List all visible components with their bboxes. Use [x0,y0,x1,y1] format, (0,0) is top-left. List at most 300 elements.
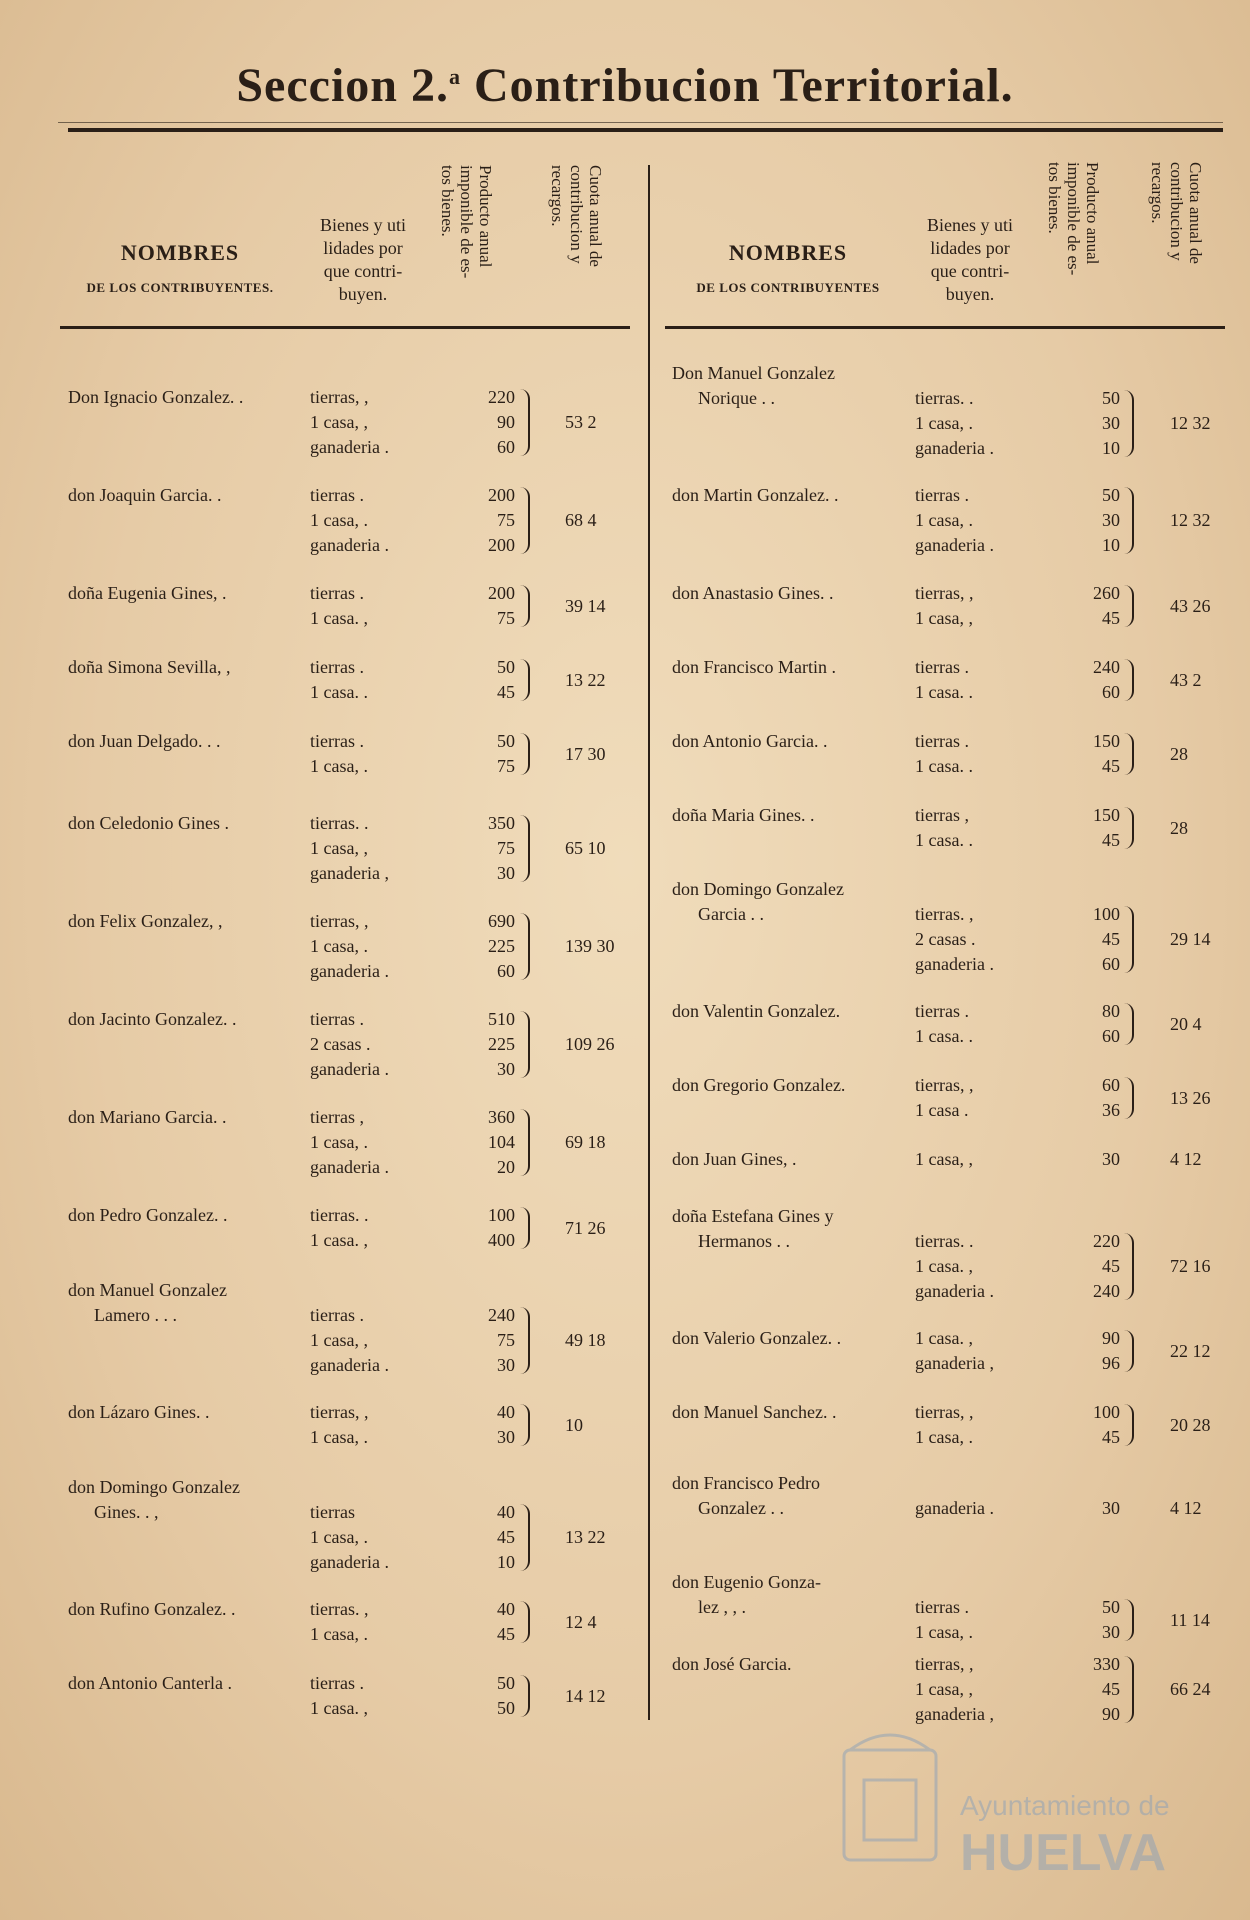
property-item: 1 casa. . [915,682,973,702]
brace [518,733,530,775]
cuota-value: 20 28 [1170,1414,1211,1435]
contributor-name-line: don Celedonio Gines . [68,813,229,833]
product-value: 100 [1093,904,1120,924]
property-item: 1 casa, . [310,1527,368,1547]
product-value: 45 [1102,1427,1120,1447]
cuota-value: 71 26 [565,1217,606,1238]
header-nombres-left: NOMBRES DE LOS CONTRIBUYENTES. [86,240,274,295]
property-item: 1 casa . [915,1100,969,1120]
contributor-name-line: don Felix Gonzalez, , [68,911,223,931]
property-item: 1 casa, , [915,1679,973,1699]
property-list [915,1400,1015,1450]
property-list [915,1326,1015,1376]
contributor-name-line: Hermanos . . [698,1231,790,1251]
product-values [1060,1652,1120,1727]
product-value: 50 [497,731,515,751]
contributor-name-line: don Manuel Gonzalez [68,1280,227,1300]
product-value: 30 [1102,1622,1120,1642]
brace [1122,1404,1134,1446]
brace [518,659,530,701]
property-item: 1 casa. , [915,1256,973,1276]
property-item: 1 casa, . [310,936,368,956]
contributor-name-line: doña Simona Sevilla, , [68,657,231,677]
product-value: 240 [1093,657,1120,677]
product-value: 45 [1102,608,1120,628]
cuota-value: 28 [1170,743,1188,764]
property-item: 1 casa, . [915,1622,973,1642]
product-values [1060,581,1120,631]
product-values [1060,655,1120,705]
product-value: 45 [497,682,515,702]
product-value: 200 [488,485,515,505]
property-list [915,1147,1015,1172]
cuota-value: 43 26 [1170,595,1211,616]
contributor-name [68,483,308,508]
property-item: ganaderia . [915,1281,994,1301]
brace [1122,487,1134,554]
brace [1122,390,1134,457]
contributor-name-line: Gonzalez . . [698,1498,784,1518]
cuota-value: 22 12 [1170,1340,1211,1361]
brace [1122,807,1134,849]
cuota-value: 17 30 [565,743,606,764]
product-values [455,1203,515,1253]
product-value: 75 [497,510,515,530]
contributor-name-line: don Pedro Gonzalez. . [68,1205,228,1225]
contributor-name-line: Garcia . . [698,904,764,924]
title-rule-thick [68,128,1223,132]
product-value: 350 [488,813,515,833]
cuota-value: 20 4 [1170,1013,1202,1034]
contributor-name [68,385,308,410]
brace [518,1109,530,1176]
property-list [915,1652,1015,1727]
property-list [310,1203,410,1253]
product-values [1060,902,1120,977]
product-values [455,581,515,631]
product-values [1060,1326,1120,1376]
property-item: tierras , [310,1107,364,1127]
header-producto-right: Producto anual imponible de es- tos bienes. [1045,162,1102,276]
property-item: 1 casa, . [915,1427,973,1447]
property-item: ganaderia . [915,535,994,555]
property-item: tierras. , [310,1599,369,1619]
property-item: ganaderia , [310,863,389,883]
product-value: 400 [488,1230,515,1250]
cuota-value: 12 32 [1170,510,1211,530]
contributor-name-line: don Domingo Gonzalez [672,879,844,899]
product-values [1060,1147,1120,1172]
brace [518,1601,530,1643]
product-values [455,385,515,460]
property-item: 1 casa. . [310,682,368,702]
brace [518,585,530,627]
contributor-name [672,1326,912,1351]
product-value: 30 [497,863,515,883]
property-item: ganaderia . [310,535,389,555]
property-list [310,1597,410,1647]
cuota-value: 12 32 [1170,413,1211,433]
product-value: 30 [1102,413,1120,433]
cuota-value: 12 4 [565,1611,597,1632]
contributor-name [68,1475,308,1525]
contributor-name-line: don Valerio Gonzalez. . [672,1328,842,1348]
property-item: 2 casas . [310,1034,371,1054]
property-item: tierras. . [310,1205,369,1225]
product-value: 104 [488,1132,515,1152]
header-nombres-right: NOMBRES DE LOS CONTRIBUYENTES [696,240,880,295]
property-item: tierras, , [915,1402,974,1422]
property-item: 1 casa. , [310,608,368,628]
brace [1122,1599,1134,1641]
page-title: Seccion 2.$^a$ Contribucion Territorial. [236,59,1014,112]
contributor-name-line: don Antonio Garcia. . [672,731,828,751]
property-list [310,811,410,886]
property-item: tierras . [310,1305,364,1325]
contributor-name-line: don Juan Delgado. . . [68,731,221,751]
brace [1122,1003,1134,1045]
product-value: 10 [1102,535,1120,555]
property-list [915,999,1015,1049]
property-item: tierras, , [915,583,974,603]
contributor-name-line: don Joaquin Garcia. . [68,485,222,505]
brace [518,1504,530,1571]
product-value: 30 [1102,1149,1120,1169]
property-item: tierras . [310,1009,364,1029]
brace [1122,733,1134,775]
brace [518,913,530,980]
product-value: 30 [497,1059,515,1079]
cuota-value: 68 4 [565,510,597,530]
product-values [455,655,515,705]
product-value: 10 [1102,438,1120,458]
product-value: 150 [1093,731,1120,751]
contributor-name [672,803,912,828]
product-values [1060,1400,1120,1450]
brace [518,1207,530,1249]
contributor-name-line: Don Ignacio Gonzalez. . [68,387,244,407]
cuota-value: 53 2 [565,412,597,432]
property-list [915,902,1015,977]
product-values [1060,999,1120,1049]
contributor-name-line: don José Garcia. [672,1654,792,1674]
cuota-value: 39 14 [565,595,606,616]
contributor-name-line: don Domingo Gonzalez [68,1477,240,1497]
property-item: ganaderia , [915,1704,994,1724]
ayuntamiento-huelva-watermark [830,1720,1190,1910]
property-item: 1 casa, . [310,1132,368,1152]
product-value: 200 [488,535,515,555]
product-values [1060,803,1120,853]
contributor-name-line: don Jacinto Gonzalez. . [68,1009,237,1029]
product-value: 60 [1102,1075,1120,1095]
property-list [915,1073,1015,1123]
product-value: 30 [1102,1498,1120,1518]
product-value: 50 [1102,1597,1120,1617]
property-item: ganaderia . [310,1552,389,1572]
product-value: 150 [1093,805,1120,825]
product-value: 60 [1102,1026,1120,1046]
contributor-name [672,361,912,411]
property-list [310,483,410,558]
header-producto-left: Producto anual imponible de es- tos bienes. [438,165,495,279]
product-value: 100 [1093,1402,1120,1422]
product-value: 80 [1102,1001,1120,1021]
product-value: 60 [497,437,515,457]
cuota-value: 10 [565,1414,583,1435]
brace [518,389,530,456]
contributor-name-line: don Gregorio Gonzalez. [672,1075,846,1095]
product-value: 50 [1102,485,1120,505]
product-value: 60 [1102,954,1120,974]
product-value: 50 [497,657,515,677]
contributor-name [672,581,912,606]
brace [1122,1077,1134,1119]
contributor-name-line: don Rufino Gonzalez. . [68,1599,236,1619]
contributor-name [672,655,912,680]
product-value: 36 [1102,1100,1120,1120]
product-value: 510 [488,1009,515,1029]
property-item: ganaderia . [915,954,994,974]
property-item: tierras . [310,731,364,751]
contributor-name [68,1278,308,1328]
contributor-name [68,1597,308,1622]
product-value: 75 [497,756,515,776]
contributor-name [68,1007,308,1032]
brace [1122,906,1134,973]
product-value: 90 [1102,1704,1120,1724]
contributor-name-line: Lamero . . . [94,1305,177,1325]
product-values [1060,483,1120,558]
cuota-value: 109 26 [565,1034,615,1054]
property-list [915,655,1015,705]
property-list [915,803,1015,853]
product-values [1060,1073,1120,1123]
product-value: 45 [497,1527,515,1547]
contributor-name [672,1570,912,1620]
product-values [1060,729,1120,779]
cuota-value: 11 14 [1170,1609,1210,1630]
property-item: tierras . [310,583,364,603]
property-list [310,581,410,631]
contributor-name-line: don Antonio Canterla . [68,1673,232,1693]
property-item: tierras . [310,1673,364,1693]
property-list [310,385,410,460]
cuota-value: 29 14 [1170,929,1211,949]
contributor-name [672,1471,912,1521]
property-item: 1 casa, , [310,412,368,432]
product-values [455,1400,515,1450]
contributor-name-line: Norique . . [698,388,775,408]
contributor-name-line: doña Maria Gines. . [672,805,815,825]
contributor-name-line: Don Manuel Gonzalez [672,363,835,383]
product-values [455,1007,515,1082]
property-item: 2 casas . [915,929,976,949]
property-item: 1 casa. . [915,830,973,850]
product-values [455,1105,515,1180]
property-item: 1 casa, . [310,510,368,530]
product-values [455,811,515,886]
contributor-name [672,1400,912,1425]
contributor-name [68,811,308,836]
brace [518,1675,530,1717]
property-item: tierras . [915,1001,969,1021]
contributor-name-line: don Francisco Martin . [672,657,836,677]
property-list [915,1496,1015,1521]
brace [518,487,530,554]
product-value: 200 [488,583,515,603]
property-item: tierras [310,1502,355,1522]
title-rule-thin [58,122,1223,123]
product-values [455,1597,515,1647]
brace [1122,1656,1134,1723]
contributor-name-line: don Lázaro Gines. . [68,1402,210,1422]
cuota-value: 13 22 [565,669,606,690]
contributor-name-line: doña Estefana Gines y [672,1206,834,1226]
contributor-name-line: don Eugenio Gonza- [672,1572,821,1592]
property-item: 1 casa, , [915,1149,973,1169]
contributor-name [672,1652,912,1677]
product-value: 75 [497,608,515,628]
product-value: 50 [497,1698,515,1718]
product-values [455,483,515,558]
product-values [455,1303,515,1378]
contributor-name-line: don Anastasio Gines. . [672,583,834,603]
header-rule-left [60,326,630,329]
contributor-name-line: lez , , . [698,1597,746,1617]
property-item: ganaderia . [310,1157,389,1177]
product-values [455,1500,515,1575]
property-item: tierras. . [915,388,974,408]
contributor-name-line: Gines. . , [94,1502,159,1522]
cuota-value: 65 10 [565,838,606,858]
product-value: 30 [1102,510,1120,530]
property-item: tierras. . [310,813,369,833]
contributor-name [672,999,912,1024]
product-value: 20 [497,1157,515,1177]
property-item: 1 casa, . [310,756,368,776]
property-list [310,655,410,705]
property-item: tierras . [915,657,969,677]
product-value: 45 [1102,830,1120,850]
contributor-name [672,729,912,754]
property-list [310,1105,410,1180]
contributor-name [68,1105,308,1130]
property-item: ganaderia . [310,1059,389,1079]
product-values [455,1671,515,1721]
cuota-value: 66 24 [1170,1679,1211,1699]
brace [1122,1330,1134,1372]
property-item: tierras, , [310,387,369,407]
property-item: tierras, , [915,1654,974,1674]
product-value: 220 [488,387,515,407]
property-list [310,1007,410,1082]
product-value: 45 [1102,1679,1120,1699]
property-item: tierras. . [915,1231,974,1251]
product-values [1060,1496,1120,1521]
property-item: tierras . [310,657,364,677]
product-value: 60 [1102,682,1120,702]
cuota-value: 4 12 [1170,1149,1202,1169]
product-value: 50 [497,1673,515,1693]
brace [1122,659,1134,701]
property-list [310,1400,410,1450]
property-list [915,581,1015,631]
product-value: 10 [497,1552,515,1572]
header-bienes-left: Bienes y uti lidades por que contri- buyen. [320,215,406,304]
brace [518,815,530,882]
product-values [1060,1595,1120,1645]
product-values [455,909,515,984]
svg-text:Ayuntamiento de: Ayuntamiento de [960,1790,1170,1821]
property-item: 1 casa. . [915,1026,973,1046]
product-values [455,729,515,779]
property-list [915,1229,1015,1304]
brace [518,1011,530,1078]
product-value: 45 [1102,756,1120,776]
product-value: 40 [497,1402,515,1422]
contributor-name [68,909,308,934]
product-value: 90 [1102,1328,1120,1348]
cuota-value: 49 18 [565,1330,606,1350]
column-divider [648,165,650,1720]
product-values [1060,386,1120,461]
product-value: 240 [1093,1281,1120,1301]
product-value: 30 [497,1427,515,1447]
property-item: tierras , [915,805,969,825]
property-item: ganaderia . [310,437,389,457]
product-value: 225 [488,1034,515,1054]
property-item: ganaderia . [915,438,994,458]
property-item: 1 casa, . [310,1624,368,1644]
header-rule-right [665,326,1225,329]
contributor-name-line: don Francisco Pedro [672,1473,820,1493]
product-value: 60 [497,961,515,981]
cuota-value: 13 26 [1170,1087,1211,1108]
property-item: 1 casa, . [915,510,973,530]
cuota-value: 139 30 [565,936,615,956]
contributor-name [672,1073,912,1098]
property-list [310,909,410,984]
contributor-name [68,729,308,754]
product-value: 96 [1102,1353,1120,1373]
product-value: 90 [497,412,515,432]
contributor-name-line: doña Eugenia Gines, . [68,583,227,603]
property-item: tierras, , [915,1075,974,1095]
property-list [310,729,410,779]
contributor-name-line: don Valentin Gonzalez. [672,1001,841,1021]
product-value: 40 [497,1599,515,1619]
brace [1122,1233,1134,1300]
product-value: 360 [488,1107,515,1127]
product-value: 225 [488,936,515,956]
property-item: ganaderia , [915,1353,994,1373]
cuota-value: 69 18 [565,1132,606,1152]
property-item: tierras . [915,1597,969,1617]
contributor-name [68,1203,308,1228]
product-value: 330 [1093,1654,1120,1674]
cuota-value: 72 16 [1170,1256,1211,1276]
property-list [310,1671,410,1721]
cuota-value: 43 2 [1170,669,1202,690]
property-item: ganaderia . [915,1498,994,1518]
cuota-value: 4 12 [1170,1498,1202,1518]
product-values [1060,1229,1120,1304]
product-value: 40 [497,1502,515,1522]
contributor-name-line: don Manuel Sanchez. . [672,1402,837,1422]
property-item: ganaderia . [310,1355,389,1375]
product-value: 690 [488,911,515,931]
